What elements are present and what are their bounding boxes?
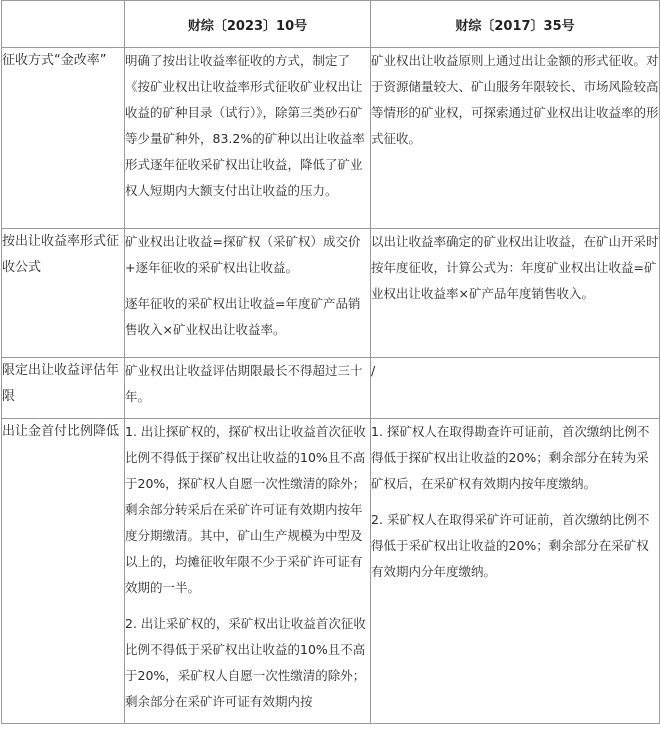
row-down-payment-ratio	[2, 419, 660, 724]
policy-comparison-table	[1, 0, 660, 724]
cell-2017	[371, 229, 660, 358]
header-row	[2, 1, 660, 48]
row-collection-method	[2, 48, 660, 229]
cell-paragraph: 以出让收益率确定的矿业权出让收益，在矿山开采时按年度征收，计算公式为：年度矿业权出让收益=矿业权出让收益率×矿产品年度销售收入。	[371, 234, 659, 301]
row-rate-formula	[2, 229, 660, 358]
cell-2023	[125, 419, 371, 724]
cell-2017	[371, 419, 660, 724]
cell-2023	[125, 48, 371, 229]
row-label: 出让金首付比例降低	[2, 419, 125, 724]
cell-paragraph: 1. 探矿权人在取得勘查许可证前，首次缴纳比例不得低于探矿权出让收益的20%；剩余部分在转为采矿权后，在采矿权有效期内按年度缴纳。	[371, 424, 650, 491]
cell-paragraph: 矿业权出让收益=探矿权（采矿权）成交价+逐年征收的采矿权出让收益。	[125, 234, 361, 275]
cell-2017	[371, 48, 660, 229]
cell-paragraph: 2. 采矿权人在取得采矿许可证前，首次缴纳比例不得低于采矿权出让收益的20%；剩余部分在采矿权有效期内分年度缴纳。	[371, 512, 650, 579]
header-2017-doc: 财综〔2017〕35号	[371, 1, 660, 48]
cell-paragraph: /	[371, 363, 376, 378]
row-label: 按出让收益率形式征收公式	[2, 229, 125, 358]
row-label: 限定出让收益评估年限	[2, 358, 125, 419]
cell-paragraph: 2. 出让采矿权的，采矿权出让收益首次征收比例不得低于采矿权出让收益的10%且不高于20%，采矿权人自愿一次性缴清的除外；剩余部分在采矿许可证有效期内按	[125, 616, 366, 709]
cell-paragraph: 矿业权出让收益评估期限最长不得超过三十年。	[125, 363, 363, 404]
cell-paragraph: 1. 出让探矿权的，探矿权出让收益首次征收比例不得低于探矿权出让收益的10%且不高于20%，探矿权人自愿一次性缴清的除外；剩余部分转采后在采矿许可证有效期内按年度分期缴清。其中，矿山生产规模为中型及以上的，均摊征收年限不少于采矿许可证有效期的一半。	[125, 424, 366, 595]
cell-paragraph: 明确了按出让收益率征收的方式，制定了《按矿业权出让收益率形式征收矿业权出让收益的矿种目录（试行）》，除第三类砂石矿等少量矿种外，83.2%的矿种以出让收益率形式逐年征收采矿权出让收益，降低了矿业权人短期内大额支付出让收益的压力。	[125, 53, 365, 198]
header-blank-cell	[2, 1, 125, 48]
cell-paragraph: 矿业权出让收益原则上通过出让金额的形式征收。对于资源储量较大、矿山服务年限较长、市场风险较高等情形的矿业权，可探索通过矿业权出让收益率的形式征收。	[371, 53, 659, 146]
header-2023-doc: 财综〔2023〕10号	[125, 1, 371, 48]
cell-2017	[371, 358, 660, 419]
cell-2023	[125, 229, 371, 358]
cell-2023	[125, 358, 371, 419]
row-label: 征收方式“金改率”	[2, 48, 125, 229]
row-valuation-period	[2, 358, 660, 419]
cell-paragraph: 逐年征收的采矿权出让收益=年度矿产品销售收入×矿业权出让收益率。	[125, 296, 361, 337]
